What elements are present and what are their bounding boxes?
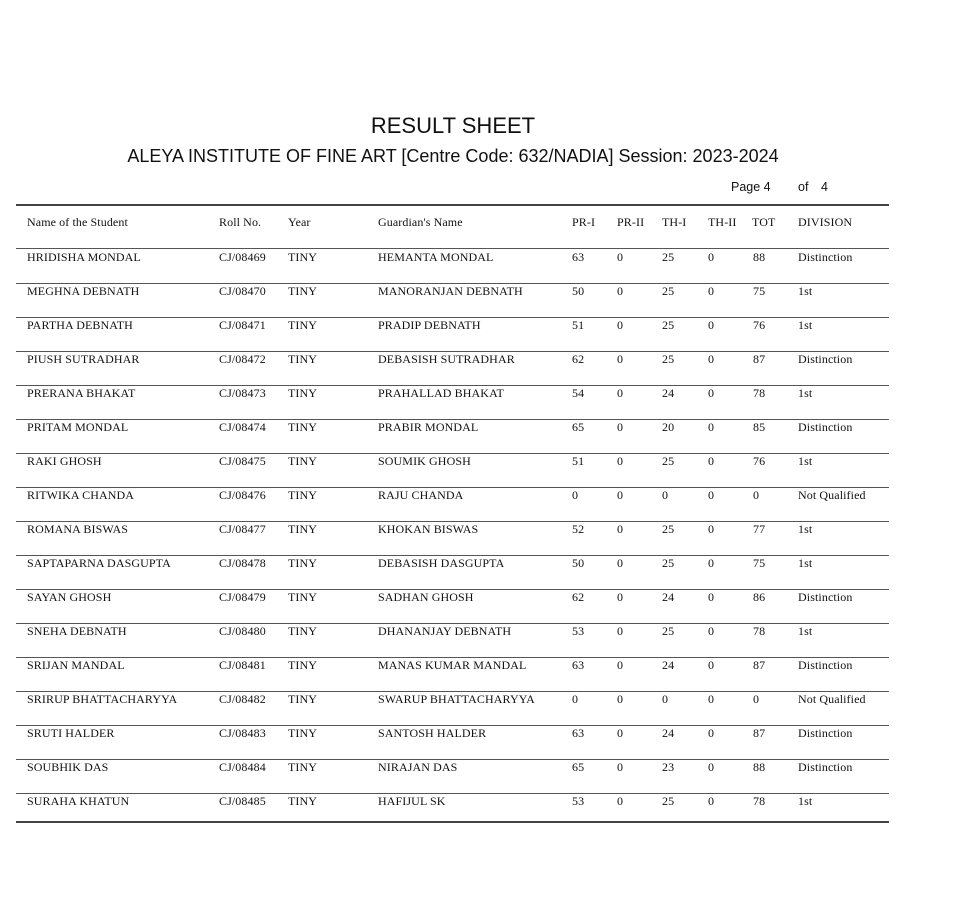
cell-guardian: KHOKAN BISWAS bbox=[378, 522, 479, 536]
cell-roll: CJ/08477 bbox=[219, 522, 266, 536]
cell-year: TINY bbox=[288, 726, 318, 740]
cell-guardian: DEBASISH SUTRADHAR bbox=[378, 352, 515, 366]
cell-th2: 0 bbox=[708, 590, 715, 604]
cell-pr2: 0 bbox=[617, 692, 624, 706]
cell-division: 1st bbox=[798, 522, 813, 536]
cell-tot: 76 bbox=[753, 318, 766, 332]
cell-th1: 25 bbox=[662, 250, 675, 264]
cell-name: SRIRUP BHATTACHARYYA bbox=[27, 692, 178, 706]
cell-th1: 25 bbox=[662, 318, 675, 332]
cell-th2: 0 bbox=[708, 318, 715, 332]
cell-guardian: PRADIP DEBNATH bbox=[378, 318, 481, 332]
col-header-division: DIVISION bbox=[798, 215, 853, 229]
cell-pr1: 0 bbox=[572, 692, 579, 706]
col-header-name: Name of the Student bbox=[27, 215, 128, 229]
cell-division: 1st bbox=[798, 284, 813, 298]
col-header-roll: Roll No. bbox=[219, 215, 262, 229]
cell-name: RAKI GHOSH bbox=[27, 454, 102, 468]
cell-th2: 0 bbox=[708, 386, 715, 400]
cell-tot: 86 bbox=[753, 590, 766, 604]
cell-tot: 0 bbox=[753, 692, 760, 706]
cell-year: TINY bbox=[288, 420, 318, 434]
cell-division: Not Qualified bbox=[798, 692, 866, 706]
cell-th2: 0 bbox=[708, 488, 715, 502]
cell-pr2: 0 bbox=[617, 624, 624, 638]
cell-pr1: 51 bbox=[572, 318, 585, 332]
cell-th2: 0 bbox=[708, 794, 715, 808]
cell-guardian: DHANANJAY DEBNATH bbox=[378, 624, 512, 638]
cell-th1: 25 bbox=[662, 522, 675, 536]
cell-pr2: 0 bbox=[617, 454, 624, 468]
col-header-tot: TOT bbox=[752, 215, 776, 229]
cell-guardian: NIRAJAN DAS bbox=[378, 760, 458, 774]
cell-pr2: 0 bbox=[617, 386, 624, 400]
cell-division: Distinction bbox=[798, 726, 853, 740]
col-header-th1: TH-I bbox=[662, 215, 687, 229]
cell-guardian: SOUMIK GHOSH bbox=[378, 454, 471, 468]
cell-tot: 78 bbox=[753, 624, 766, 638]
cell-pr2: 0 bbox=[617, 420, 624, 434]
cell-th1: 24 bbox=[662, 590, 675, 604]
cell-tot: 78 bbox=[753, 794, 766, 808]
cell-th1: 24 bbox=[662, 386, 675, 400]
cell-name: HRIDISHA MONDAL bbox=[27, 250, 141, 264]
cell-year: TINY bbox=[288, 658, 318, 672]
cell-pr1: 52 bbox=[572, 522, 585, 536]
cell-pr1: 63 bbox=[572, 658, 585, 672]
cell-division: Distinction bbox=[798, 658, 853, 672]
cell-roll: CJ/08476 bbox=[219, 488, 266, 502]
cell-pr1: 62 bbox=[572, 352, 585, 366]
cell-roll: CJ/08473 bbox=[219, 386, 266, 400]
cell-th2: 0 bbox=[708, 522, 715, 536]
cell-pr2: 0 bbox=[617, 760, 624, 774]
cell-tot: 87 bbox=[753, 658, 766, 672]
cell-name: SURAHA KHATUN bbox=[27, 794, 130, 808]
cell-pr1: 0 bbox=[572, 488, 579, 502]
cell-pr1: 62 bbox=[572, 590, 585, 604]
cell-th2: 0 bbox=[708, 420, 715, 434]
cell-th2: 0 bbox=[708, 624, 715, 638]
cell-th1: 25 bbox=[662, 624, 675, 638]
cell-tot: 87 bbox=[753, 726, 766, 740]
cell-tot: 77 bbox=[753, 522, 766, 536]
cell-roll: CJ/08474 bbox=[219, 420, 266, 434]
cell-year: TINY bbox=[288, 352, 318, 366]
cell-pr2: 0 bbox=[617, 250, 624, 264]
cell-pr1: 63 bbox=[572, 726, 585, 740]
col-header-pr2: PR-II bbox=[617, 215, 645, 229]
cell-th1: 0 bbox=[662, 692, 669, 706]
cell-name: MEGHNA DEBNATH bbox=[27, 284, 140, 298]
cell-th2: 0 bbox=[708, 726, 715, 740]
cell-pr1: 53 bbox=[572, 624, 585, 638]
cell-tot: 76 bbox=[753, 454, 766, 468]
cell-roll: CJ/08480 bbox=[219, 624, 266, 638]
cell-th1: 25 bbox=[662, 794, 675, 808]
cell-roll: CJ/08478 bbox=[219, 556, 266, 570]
cell-roll: CJ/08479 bbox=[219, 590, 266, 604]
cell-year: TINY bbox=[288, 590, 318, 604]
cell-name: SOUBHIK DAS bbox=[27, 760, 109, 774]
cell-guardian: RAJU CHANDA bbox=[378, 488, 464, 502]
cell-tot: 75 bbox=[753, 556, 766, 570]
cell-th1: 25 bbox=[662, 284, 675, 298]
cell-pr2: 0 bbox=[617, 726, 624, 740]
cell-division: Distinction bbox=[798, 352, 853, 366]
cell-th2: 0 bbox=[708, 556, 715, 570]
cell-name: SAPTAPARNA DASGUPTA bbox=[27, 556, 171, 570]
cell-roll: CJ/08481 bbox=[219, 658, 266, 672]
cell-th1: 24 bbox=[662, 726, 675, 740]
cell-th2: 0 bbox=[708, 760, 715, 774]
cell-th1: 24 bbox=[662, 658, 675, 672]
cell-roll: CJ/08470 bbox=[219, 284, 266, 298]
cell-th1: 0 bbox=[662, 488, 669, 502]
cell-tot: 78 bbox=[753, 386, 766, 400]
cell-tot: 0 bbox=[753, 488, 760, 502]
cell-guardian: SANTOSH HALDER bbox=[378, 726, 487, 740]
cell-tot: 88 bbox=[753, 760, 766, 774]
cell-th1: 20 bbox=[662, 420, 675, 434]
cell-th1: 25 bbox=[662, 352, 675, 366]
cell-year: TINY bbox=[288, 794, 318, 808]
cell-name: ROMANA BISWAS bbox=[27, 522, 128, 536]
cell-pr2: 0 bbox=[617, 318, 624, 332]
page-title: RESULT SHEET bbox=[370, 113, 536, 138]
cell-pr2: 0 bbox=[617, 590, 624, 604]
cell-year: TINY bbox=[288, 454, 318, 468]
col-header-th2: TH-II bbox=[708, 215, 737, 229]
cell-name: SRUTI HALDER bbox=[27, 726, 115, 740]
cell-pr2: 0 bbox=[617, 284, 624, 298]
cell-division: 1st bbox=[798, 624, 813, 638]
cell-guardian: HEMANTA MONDAL bbox=[378, 250, 494, 264]
cell-pr1: 53 bbox=[572, 794, 585, 808]
cell-name: PARTHA DEBNATH bbox=[27, 318, 133, 332]
cell-guardian: SWARUP BHATTACHARYYA bbox=[378, 692, 535, 706]
cell-th2: 0 bbox=[708, 250, 715, 264]
cell-name: RITWIKA CHANDA bbox=[27, 488, 135, 502]
cell-name: SAYAN GHOSH bbox=[27, 590, 112, 604]
cell-guardian: MANAS KUMAR MANDAL bbox=[378, 658, 527, 672]
cell-year: TINY bbox=[288, 386, 318, 400]
cell-name: PRERANA BHAKAT bbox=[27, 386, 136, 400]
cell-pr1: 63 bbox=[572, 250, 585, 264]
col-header-guardian: Guardian's Name bbox=[378, 215, 463, 229]
cell-year: TINY bbox=[288, 624, 318, 638]
page-number: Page 4 bbox=[731, 180, 771, 194]
cell-division: Distinction bbox=[798, 760, 853, 774]
cell-guardian: PRAHALLAD BHAKAT bbox=[378, 386, 504, 400]
cell-name: PIUSH SUTRADHAR bbox=[27, 352, 140, 366]
cell-pr1: 50 bbox=[572, 556, 585, 570]
cell-th2: 0 bbox=[708, 352, 715, 366]
cell-pr1: 50 bbox=[572, 284, 585, 298]
cell-roll: CJ/08485 bbox=[219, 794, 266, 808]
table-bottom-rule bbox=[16, 821, 889, 823]
cell-th1: 23 bbox=[662, 760, 675, 774]
cell-tot: 85 bbox=[753, 420, 766, 434]
cell-division: Distinction bbox=[798, 250, 853, 264]
cell-pr2: 0 bbox=[617, 658, 624, 672]
cell-division: Distinction bbox=[798, 590, 853, 604]
cell-pr1: 54 bbox=[572, 386, 585, 400]
cell-guardian: MANORANJAN DEBNATH bbox=[378, 284, 523, 298]
page-of-label: of bbox=[798, 180, 809, 194]
cell-name: SRIJAN MANDAL bbox=[27, 658, 125, 672]
cell-guardian: DEBASISH DASGUPTA bbox=[378, 556, 505, 570]
cell-year: TINY bbox=[288, 488, 318, 502]
cell-th2: 0 bbox=[708, 454, 715, 468]
cell-tot: 87 bbox=[753, 352, 766, 366]
institute-subtitle: ALEYA INSTITUTE OF FINE ART [Centre Code: 632/NADIA] Session: 2023-2024 bbox=[127, 146, 779, 166]
cell-th1: 25 bbox=[662, 454, 675, 468]
cell-pr2: 0 bbox=[617, 488, 624, 502]
cell-roll: CJ/08471 bbox=[219, 318, 266, 332]
cell-year: TINY bbox=[288, 556, 318, 570]
cell-division: Distinction bbox=[798, 420, 853, 434]
cell-year: TINY bbox=[288, 522, 318, 536]
cell-year: TINY bbox=[288, 318, 318, 332]
cell-th1: 25 bbox=[662, 556, 675, 570]
cell-year: TINY bbox=[288, 760, 318, 774]
cell-division: 1st bbox=[798, 386, 813, 400]
cell-name: PRITAM MONDAL bbox=[27, 420, 129, 434]
cell-pr2: 0 bbox=[617, 522, 624, 536]
cell-th2: 0 bbox=[708, 284, 715, 298]
cell-tot: 75 bbox=[753, 284, 766, 298]
cell-roll: CJ/08475 bbox=[219, 454, 266, 468]
cell-name: SNEHA DEBNATH bbox=[27, 624, 127, 638]
cell-pr2: 0 bbox=[617, 794, 624, 808]
cell-guardian: HAFIJUL SK bbox=[378, 794, 446, 808]
cell-division: 1st bbox=[798, 454, 813, 468]
cell-guardian: SADHAN GHOSH bbox=[378, 590, 474, 604]
cell-year: TINY bbox=[288, 250, 318, 264]
cell-division: Not Qualified bbox=[798, 488, 866, 502]
cell-th2: 0 bbox=[708, 692, 715, 706]
cell-pr2: 0 bbox=[617, 352, 624, 366]
cell-roll: CJ/08483 bbox=[219, 726, 266, 740]
cell-pr1: 65 bbox=[572, 760, 585, 774]
cell-roll: CJ/08469 bbox=[219, 250, 266, 264]
cell-year: TINY bbox=[288, 692, 318, 706]
cell-guardian: PRABIR MONDAL bbox=[378, 420, 479, 434]
page-total: 4 bbox=[821, 180, 828, 194]
cell-division: 1st bbox=[798, 556, 813, 570]
cell-pr1: 51 bbox=[572, 454, 585, 468]
cell-pr1: 65 bbox=[572, 420, 585, 434]
cell-year: TINY bbox=[288, 284, 318, 298]
cell-division: 1st bbox=[798, 318, 813, 332]
cell-division: 1st bbox=[798, 794, 813, 808]
cell-roll: CJ/08482 bbox=[219, 692, 266, 706]
col-header-year: Year bbox=[288, 215, 311, 229]
cell-roll: CJ/08472 bbox=[219, 352, 266, 366]
cell-th2: 0 bbox=[708, 658, 715, 672]
col-header-pr1: PR-I bbox=[572, 215, 596, 229]
cell-roll: CJ/08484 bbox=[219, 760, 266, 774]
cell-pr2: 0 bbox=[617, 556, 624, 570]
cell-tot: 88 bbox=[753, 250, 766, 264]
